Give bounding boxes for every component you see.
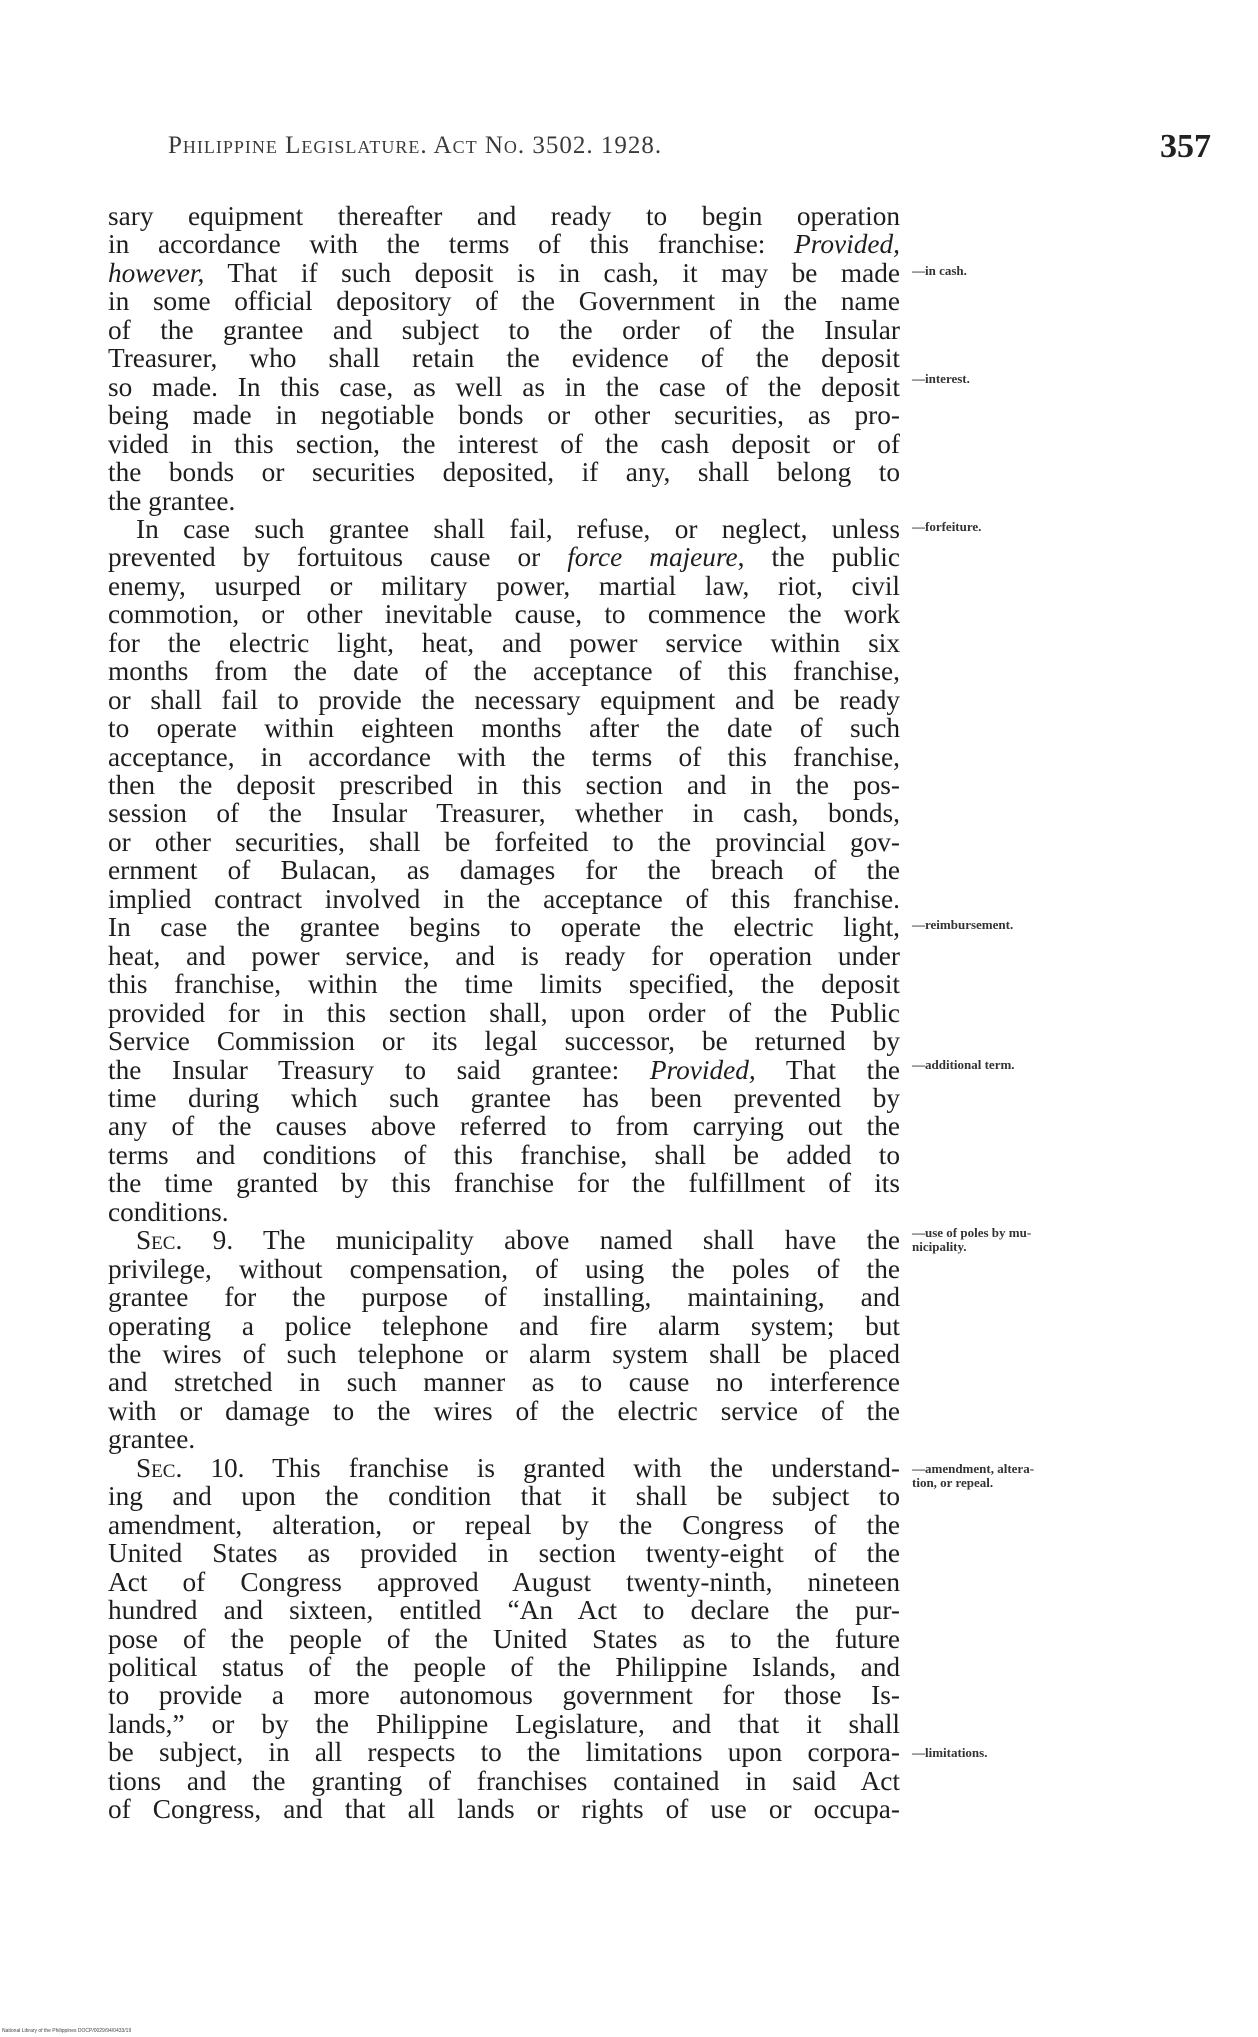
body-line: of Congress, and that all lands or rights of use or occupa- (108, 1794, 900, 1825)
body-line: pose of the people of the United States as to the future (108, 1623, 900, 1654)
body-line: political status of the people of the Philippine Islands, and (108, 1651, 900, 1682)
margin-note-line: nicipality. (912, 1239, 967, 1254)
margin-note-line: —interest. (912, 371, 970, 386)
margin-note-line: —forfeiture. (912, 519, 982, 534)
body-line: Act of Congress approved August twenty-ninth, nineteen (108, 1566, 900, 1597)
margin-note-line: tion, or repeal. (912, 1475, 994, 1490)
body-line: grantee. (108, 1424, 196, 1455)
body-line: any of the causes above referred to from carrying out the (108, 1111, 900, 1142)
body-line: time during which such grantee has been prevented by (108, 1082, 900, 1113)
body-line: In case such grantee shall fail, refuse, or neglect, unless (136, 513, 900, 544)
body-line: enemy, usurped or military power, martial law, riot, civil (108, 570, 900, 601)
body-line: ing and upon the condition that it shall be subject to (108, 1481, 900, 1512)
body-line: amendment, alteration, or repeal by the Congress of the (108, 1509, 900, 1540)
body-line: Treasurer, who shall retain the evidence of the deposit (108, 343, 900, 374)
margin-note (912, 1226, 1031, 1254)
body-line: the Insular Treasury to said grantee: Provided, That the (108, 1054, 900, 1085)
margin-note (912, 372, 970, 386)
body-line: acceptance, in accordance with the terms of this franchise, (108, 741, 900, 772)
body-line: or shall fail to provide the necessary equipment and be ready (108, 684, 900, 715)
margin-note (912, 1746, 987, 1760)
body-line: Service Commission or its legal successor, be returned by (108, 1026, 900, 1057)
body-line: the bonds or securities deposited, if any, shall belong to (108, 457, 900, 488)
body-line: to operate within eighteen months after the date of such (108, 713, 900, 744)
body-line: grantee for the purpose of installing, maintaining, and (108, 1282, 900, 1313)
footer-credit: National Library of the Philippines DOCP/0029/94/0433/19 (2, 2028, 132, 2034)
body-line: lands,” or by the Philippine Legislature, and that it shall (108, 1708, 900, 1739)
body-line: commotion, or other inevitable cause, to commence the work (108, 599, 900, 630)
body-line: vided in this section, the interest of the cash deposit or of (108, 428, 900, 459)
body-line: in accordance with the terms of this franchise: Provided, (108, 229, 900, 260)
body-line: privilege, without compensation, of using the poles of the (108, 1253, 900, 1284)
body-line: terms and conditions of this franchise, shall be added to (108, 1139, 900, 1170)
body-line: session of the Insular Treasurer, whether in cash, bonds, (108, 798, 900, 829)
body-line: this franchise, within the time limits specified, the deposit (108, 969, 900, 1000)
page-number: 357 (1160, 128, 1211, 165)
body-line: of the grantee and subject to the order of the Insular (108, 314, 900, 345)
margin-note-line: —additional term. (912, 1057, 1015, 1072)
body-line: prevented by fortuitous cause or force majeure, the public (108, 542, 900, 573)
margin-note-line: —limitations. (912, 1745, 988, 1760)
margin-note-line: —reimbursement. (912, 917, 1014, 932)
body-line: however, That if such deposit is in cash, it may be made (108, 257, 900, 288)
body-line: In case the grantee begins to operate the electric light, (108, 912, 900, 943)
margin-note-line: —in cash. (912, 263, 967, 278)
body-line: being made in negotiable bonds or other securities, as pro- (108, 400, 900, 431)
body-line: ernment of Bulacan, as damages for the breach of the (108, 855, 900, 886)
body-line: the time granted by this franchise for the fulfillment of its (108, 1168, 900, 1199)
body-line: for the electric light, heat, and power service within six (108, 627, 900, 658)
body-line: the grantee. (108, 485, 236, 516)
body-line: the wires of such telephone or alarm system shall be placed (108, 1339, 900, 1369)
body-line: United States as provided in section twenty-eight of the (108, 1538, 900, 1569)
margin-note-line: —amendment, altera- (912, 1461, 1035, 1476)
body-line: with or damage to the wires of the electric service of the (108, 1395, 900, 1426)
body-line: sary equipment thereafter and ready to begin operation (108, 201, 900, 231)
body-line: to provide a more autonomous government for those Is- (108, 1680, 900, 1711)
margin-note-line: —use of poles by mu- (912, 1225, 1032, 1240)
margin-note (912, 520, 981, 534)
body-line: so made. In this case, as well as in the case of the deposit (108, 371, 900, 402)
body-line: and stretched in such manner as to cause no interference (108, 1367, 900, 1398)
body-line: provided for in this section shall, upon order of the Public (108, 997, 900, 1028)
body-line: operating a police telephone and fire alarm system; but (108, 1310, 900, 1341)
body-line: months from the date of the acceptance of this franchise, (108, 656, 900, 687)
body-line: heat, and power service, and is ready for operation under (108, 940, 900, 971)
body-line: then the deposit prescribed in this section and in the pos- (108, 770, 900, 800)
margin-note (912, 1462, 1034, 1490)
body-line: hundred and sixteen, entitled “An Act to declare the pur- (108, 1595, 900, 1626)
body-line: Sec. 9. The municipality above named shall have the (136, 1225, 900, 1256)
body-line: or other securities, shall be forfeited to the provincial gov- (108, 826, 900, 857)
running-head: Philippine Legislature. Act No. 3502. 1928. (168, 132, 663, 159)
margin-note (912, 1058, 1015, 1072)
margin-note (912, 918, 1013, 932)
margin-note (912, 264, 967, 278)
body-line: tions and the granting of franchises contained in said Act (108, 1765, 900, 1796)
body-line: implied contract involved in the acceptance of this franchise. (108, 883, 900, 914)
body-line: in some official depository of the Government in the name (108, 286, 900, 317)
body-line: conditions. (108, 1196, 229, 1227)
body-line: be subject, in all respects to the limitations upon corpora- (108, 1737, 900, 1768)
body-line: Sec. 10. This franchise is granted with the understand- (136, 1452, 900, 1483)
